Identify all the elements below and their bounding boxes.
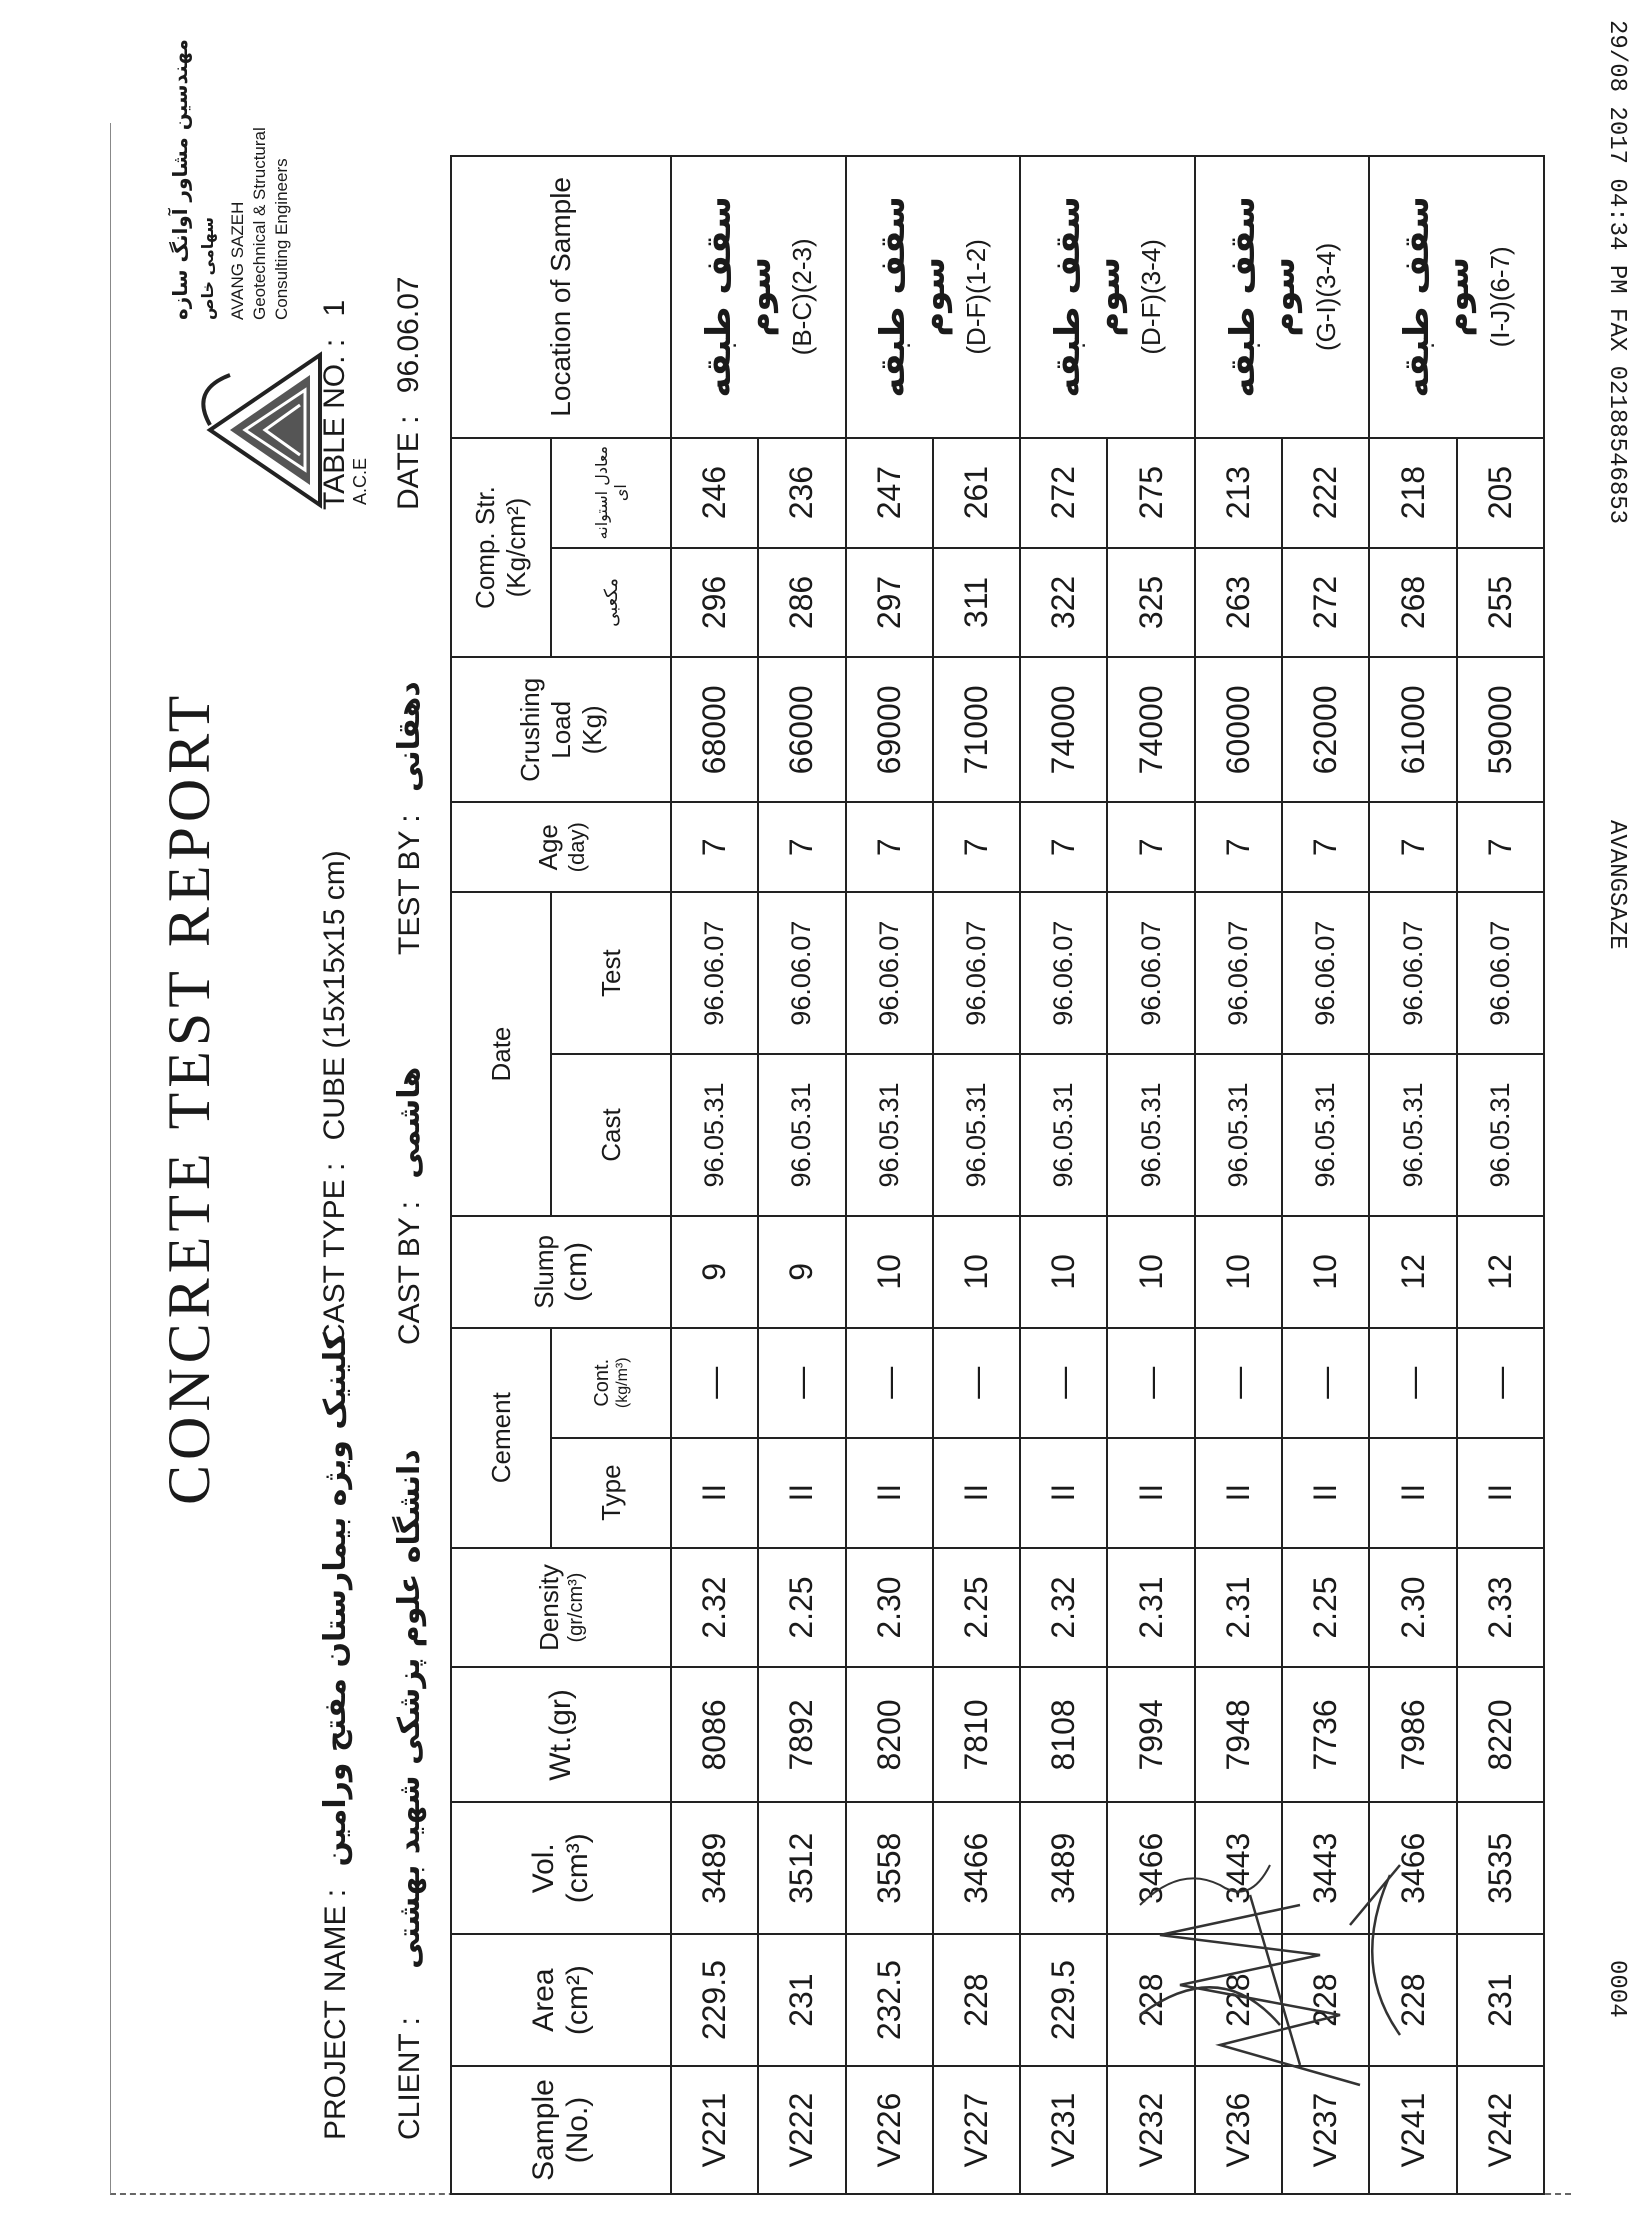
cement-cont-label: Cont.: [590, 1358, 613, 1407]
cell-cement-content: —: [1195, 1328, 1282, 1438]
table-row: [933, 156, 1020, 2194]
cell-volume: 3466: [1369, 1802, 1456, 1934]
test-by-field: [392, 681, 427, 955]
cell-comp-str-cylinder: 275: [1107, 438, 1194, 548]
cell-density: 2.31: [1195, 1548, 1282, 1668]
cell-weight: 7948: [1195, 1667, 1282, 1802]
cell-volume: 3489: [1020, 1802, 1107, 1934]
cell-comp-str-cube: 263: [1195, 548, 1282, 658]
location-grid-label: (G-I)(3-4): [1310, 242, 1341, 351]
cell-area: 228: [1282, 1934, 1369, 2066]
cell-cement-type: II: [1369, 1438, 1456, 1548]
cell-cast-date: 96.05.31: [671, 1054, 758, 1216]
crushing-header-load: Load: [545, 700, 576, 759]
cell-weight: 7994: [1107, 1667, 1194, 1802]
table-row: [1020, 156, 1107, 2194]
cell-slump: 9: [758, 1216, 845, 1328]
cell-slump: 12: [1369, 1216, 1456, 1328]
cell-test-date: 96.06.07: [1282, 892, 1369, 1054]
cell-density: 2.30: [846, 1548, 933, 1668]
cell-comp-str-cube: 255: [1457, 548, 1544, 658]
cell-density: 2.25: [758, 1548, 845, 1668]
cell-cement-content: —: [758, 1328, 845, 1438]
location-floor-label: سقف طبقه سوم: [1222, 196, 1303, 398]
company-sub-fa: سهامی خاص: [198, 216, 217, 320]
client-label: CLIENT :: [393, 2017, 426, 2140]
wt-header-label: Wt.(gr): [544, 1689, 577, 1781]
comp-header-label: Comp. Str.: [470, 486, 500, 609]
cell-cement-type: II: [846, 1438, 933, 1548]
cell-weight: 7892: [758, 1667, 845, 1802]
cast-type-field: [318, 850, 352, 1345]
cell-area: 228: [1107, 1934, 1194, 2066]
cell-comp-str-cube: 296: [671, 548, 758, 658]
cell-location: [1369, 156, 1544, 438]
cast-by-value: هاشمی: [392, 1066, 427, 1179]
cell-test-date: 96.06.07: [758, 892, 845, 1054]
cell-volume: 3489: [671, 1802, 758, 1934]
sample-header-unit: (No.): [561, 2096, 594, 2164]
report-title: CONCRETE TEST REPORT: [156, 690, 222, 1505]
client-field: [392, 1449, 427, 2140]
cell-age: 7: [1020, 802, 1107, 892]
cell-cast-date: 96.05.31: [1107, 1054, 1194, 1216]
col-density-header: [451, 1548, 671, 1668]
sample-header-label: Sample: [527, 2079, 560, 2181]
cell-cement-type: II: [1457, 1438, 1544, 1548]
date-cast-header: Cast: [551, 1054, 671, 1216]
area-header-label: Area: [527, 1968, 560, 2032]
cell-location: [1195, 156, 1370, 438]
cast-type-label: CAST TYPE :: [318, 1162, 351, 1345]
cell-age: 7: [758, 802, 845, 892]
cell-cast-date: 96.05.31: [1457, 1054, 1544, 1216]
cell-cement-type: II: [933, 1438, 1020, 1548]
cell-age: 7: [1195, 802, 1282, 892]
cell-test-date: 96.06.07: [671, 892, 758, 1054]
date-value: 96.06.07: [392, 276, 425, 394]
signature-scribble: [1100, 1845, 1430, 2105]
col-crushing-header: [451, 657, 671, 802]
cell-cement-content: —: [1020, 1328, 1107, 1438]
cell-comp-str-cylinder: 261: [933, 438, 1020, 548]
cell-area: 228: [1369, 1934, 1456, 2066]
cell-cast-date: 96.05.31: [1195, 1054, 1282, 1216]
table-row: [846, 156, 933, 2194]
project-name-value: کلینیک ویژه بیمارستان مفتح ورامین: [318, 1332, 353, 1867]
cell-location: [846, 156, 1021, 438]
age-header-unit: (day): [563, 822, 589, 873]
cell-sample-no: V231: [1020, 2066, 1107, 2194]
location-floor-label: سقف طبقه سوم: [873, 196, 954, 398]
cell-age: 7: [1282, 802, 1369, 892]
cell-crushing-load: 62000: [1282, 657, 1369, 802]
col-sample-header: [451, 2066, 671, 2194]
cell-age: 7: [933, 802, 1020, 892]
cell-cement-content: —: [1369, 1328, 1456, 1438]
cell-cement-content: —: [1107, 1328, 1194, 1438]
cell-sample-no: V227: [933, 2066, 1020, 2194]
cell-slump: 10: [1107, 1216, 1194, 1328]
cell-cast-date: 96.05.31: [1282, 1054, 1369, 1216]
cell-crushing-load: 68000: [671, 657, 758, 802]
crushing-header-unit: (Kg): [576, 705, 607, 755]
cell-comp-str-cylinder: 222: [1282, 438, 1369, 548]
cell-age: 7: [846, 802, 933, 892]
test-by-value: دهقانی: [392, 681, 427, 793]
cell-test-date: 96.06.07: [1195, 892, 1282, 1054]
cell-volume: 3558: [846, 1802, 933, 1934]
crushing-header-label: Crushing: [514, 677, 545, 782]
cast-type-value: CUBE (15x15x15 cm): [318, 850, 351, 1141]
cell-location: [671, 156, 846, 438]
cell-cast-date: 96.05.31: [1369, 1054, 1456, 1216]
location-grid-label: (D-F)(1-2): [961, 239, 992, 355]
cell-area: 229.5: [1020, 1934, 1107, 2066]
col-wt-header: [451, 1667, 671, 1802]
cell-sample-no: V232: [1107, 2066, 1194, 2194]
cell-test-date: 96.06.07: [846, 892, 933, 1054]
cell-area: 231: [758, 1934, 845, 2066]
cell-area: 229.5: [671, 1934, 758, 2066]
cell-age: 7: [671, 802, 758, 892]
cell-volume: 3466: [933, 1802, 1020, 1934]
client-value: دانشگاه علوم پزشکی شهید بهشتی: [392, 1449, 427, 1969]
company-name-en: AVANG SAZEH: [228, 201, 247, 320]
cell-test-date: 96.06.07: [1020, 892, 1107, 1054]
cell-crushing-load: 74000: [1020, 657, 1107, 802]
cell-volume: 3443: [1282, 1802, 1369, 1934]
cell-age: 7: [1107, 802, 1194, 892]
fax-page-number: 0004: [1603, 1960, 1630, 2018]
cell-comp-str-cylinder: 213: [1195, 438, 1282, 548]
cell-density: 2.25: [1282, 1548, 1369, 1668]
table-no-value: 1: [318, 299, 351, 317]
cell-cement-type: II: [1195, 1438, 1282, 1548]
cast-by-label: CAST BY :: [393, 1201, 426, 1345]
cell-comp-str-cube: 325: [1107, 548, 1194, 658]
project-name-label: PROJECT NAME :: [319, 1888, 352, 2140]
cell-crushing-load: 59000: [1457, 657, 1544, 802]
comp-cube-header: مکعبی: [551, 548, 671, 658]
cell-cement-content: —: [671, 1328, 758, 1438]
cell-sample-no: V226: [846, 2066, 933, 2194]
cell-slump: 12: [1457, 1216, 1544, 1328]
cell-cement-content: —: [846, 1328, 933, 1438]
cement-cont-unit: (kg/m³): [613, 1357, 631, 1409]
ace-logo-icon: [170, 335, 340, 525]
cell-cement-content: —: [1282, 1328, 1369, 1438]
col-cement-header: Cement: [451, 1328, 551, 1548]
cell-density: 2.33: [1457, 1548, 1544, 1668]
cell-crushing-load: 66000: [758, 657, 845, 802]
cell-slump: 10: [1020, 1216, 1107, 1328]
cell-weight: 7810: [933, 1667, 1020, 1802]
cell-weight: 8220: [1457, 1667, 1544, 1802]
cell-crushing-load: 71000: [933, 657, 1020, 802]
location-grid-label: (I-J)(6-7): [1485, 246, 1516, 348]
slump-header-unit: (cm): [559, 1241, 593, 1302]
cell-weight: 8086: [671, 1667, 758, 1802]
cell-weight: 8200: [846, 1667, 933, 1802]
location-grid-label: (B-C)(2-3): [786, 238, 817, 356]
cell-comp-str-cube: 272: [1282, 548, 1369, 658]
cell-test-date: 96.06.07: [1369, 892, 1456, 1054]
cell-sample-no: V221: [671, 2066, 758, 2194]
cell-volume: 3466: [1107, 1802, 1194, 1934]
cell-sample-no: V222: [758, 2066, 845, 2194]
cell-crushing-load: 60000: [1195, 657, 1282, 802]
slump-header-label: Slump: [528, 1235, 559, 1309]
col-vol-header: [451, 1802, 671, 1934]
cell-area: 228: [1195, 1934, 1282, 2066]
cell-area: 228: [933, 1934, 1020, 2066]
table-row: [1457, 156, 1544, 2194]
area-header-unit: (cm²): [561, 1965, 594, 2036]
col-location-header: Location of Sample: [451, 156, 671, 438]
cell-comp-str-cylinder: 247: [846, 438, 933, 548]
location-floor-label: سقف طبقه سوم: [1397, 196, 1478, 398]
cell-comp-str-cylinder: 272: [1020, 438, 1107, 548]
table-no-label: TABLE NO. :: [318, 338, 351, 510]
col-comp-header: [451, 438, 551, 658]
fax-header-line: [1590, 0, 1630, 2225]
cell-comp-str-cylinder: 236: [758, 438, 845, 548]
cell-volume: 3443: [1195, 1802, 1282, 1934]
cell-slump: 10: [846, 1216, 933, 1328]
cell-comp-str-cube: 297: [846, 548, 933, 658]
cell-slump: 9: [671, 1216, 758, 1328]
cell-cement-content: —: [1457, 1328, 1544, 1438]
cell-weight: 7736: [1282, 1667, 1369, 1802]
cell-cast-date: 96.05.31: [846, 1054, 933, 1216]
date-test-header: Test: [551, 892, 671, 1054]
cell-crushing-load: 74000: [1107, 657, 1194, 802]
test-by-label: TEST BY :: [393, 814, 426, 955]
table-row: [671, 156, 758, 2194]
cell-cement-type: II: [1020, 1438, 1107, 1548]
vol-header-unit: (cm³): [561, 1833, 594, 1904]
cell-cement-type: II: [1282, 1438, 1369, 1548]
density-header-unit: (gr/cm³): [565, 1572, 587, 1643]
cell-comp-str-cylinder: 218: [1369, 438, 1456, 548]
cement-type-header: Type: [551, 1438, 671, 1548]
cell-sample-no: V236: [1195, 2066, 1282, 2194]
comp-cyl-header: معادل استوانه ای: [551, 438, 671, 548]
location-grid-label: (D-F)(3-4): [1135, 239, 1166, 355]
cell-sample-no: V237: [1282, 2066, 1369, 2194]
location-floor-label: سقف طبقه سوم: [698, 196, 779, 398]
cell-cement-type: II: [1107, 1438, 1194, 1548]
vol-header-label: Vol.: [527, 1843, 560, 1894]
date-label: DATE :: [392, 415, 425, 510]
cell-test-date: 96.06.07: [1457, 892, 1544, 1054]
density-header-label: Density: [534, 1564, 564, 1651]
cell-cast-date: 96.05.31: [1020, 1054, 1107, 1216]
cell-sample-no: V242: [1457, 2066, 1544, 2194]
cement-cont-header: [551, 1328, 671, 1438]
cell-comp-str-cylinder: 205: [1457, 438, 1544, 548]
table-row: [758, 156, 845, 2194]
cell-location: [1020, 156, 1195, 438]
company-name-fa: مهندسین مشاور آوانگ سازه: [168, 39, 192, 320]
cell-comp-str-cube: 286: [758, 548, 845, 658]
project-name-field: [318, 1332, 353, 2140]
company-desc-1: Geotechnical & Structural: [250, 127, 269, 320]
company-abbr: A.C.E: [350, 457, 370, 505]
company-desc-2: Consulting Engineers: [272, 158, 291, 320]
col-slump-header: [451, 1216, 671, 1328]
cell-comp-str-cube: 268: [1369, 548, 1456, 658]
cell-density: 2.31: [1107, 1548, 1194, 1668]
cell-slump: 10: [1195, 1216, 1282, 1328]
comp-header-unit: (Kg/cm²): [501, 497, 531, 598]
col-date-header: Date: [451, 892, 551, 1216]
cell-weight: 7986: [1369, 1667, 1456, 1802]
cell-comp-str-cube: 322: [1020, 548, 1107, 658]
age-header-label: Age: [532, 824, 563, 871]
cell-slump: 10: [933, 1216, 1020, 1328]
fax-datetime: 29/08 2017 04:34 PM FAX 02188546853: [1603, 20, 1630, 525]
cell-slump: 10: [1282, 1216, 1369, 1328]
cell-test-date: 96.06.07: [933, 892, 1020, 1054]
col-area-header: [451, 1934, 671, 2066]
cell-age: 7: [1369, 802, 1456, 892]
table-no-field: [318, 300, 352, 510]
cell-comp-str-cylinder: 246: [671, 438, 758, 548]
cell-density: 2.30: [1369, 1548, 1456, 1668]
cell-cement-type: II: [758, 1438, 845, 1548]
cell-density: 2.32: [1020, 1548, 1107, 1668]
company-logo-block: [140, 5, 400, 525]
cell-crushing-load: 69000: [846, 657, 933, 802]
date-field: [392, 276, 426, 510]
cell-area: 232.5: [846, 1934, 933, 2066]
cell-crushing-load: 61000: [1369, 657, 1456, 802]
cell-cement-type: II: [671, 1438, 758, 1548]
cell-volume: 3512: [758, 1802, 845, 1934]
cell-weight: 8108: [1020, 1667, 1107, 1802]
cell-comp-str-cube: 311: [933, 548, 1020, 658]
cell-test-date: 96.06.07: [1107, 892, 1194, 1054]
col-age-header: [451, 802, 671, 892]
cast-by-field: [392, 1067, 427, 1345]
cell-age: 7: [1457, 802, 1544, 892]
location-floor-label: سقف طبقه سوم: [1047, 196, 1128, 398]
cell-cement-content: —: [933, 1328, 1020, 1438]
cell-sample-no: V241: [1369, 2066, 1456, 2194]
fax-sender: AVANGSAZE: [1603, 820, 1630, 950]
cell-volume: 3535: [1457, 1802, 1544, 1934]
cell-density: 2.32: [671, 1548, 758, 1668]
cell-cast-date: 96.05.31: [933, 1054, 1020, 1216]
cell-cast-date: 96.05.31: [758, 1054, 845, 1216]
cell-area: 231: [1457, 1934, 1544, 2066]
cell-density: 2.25: [933, 1548, 1020, 1668]
